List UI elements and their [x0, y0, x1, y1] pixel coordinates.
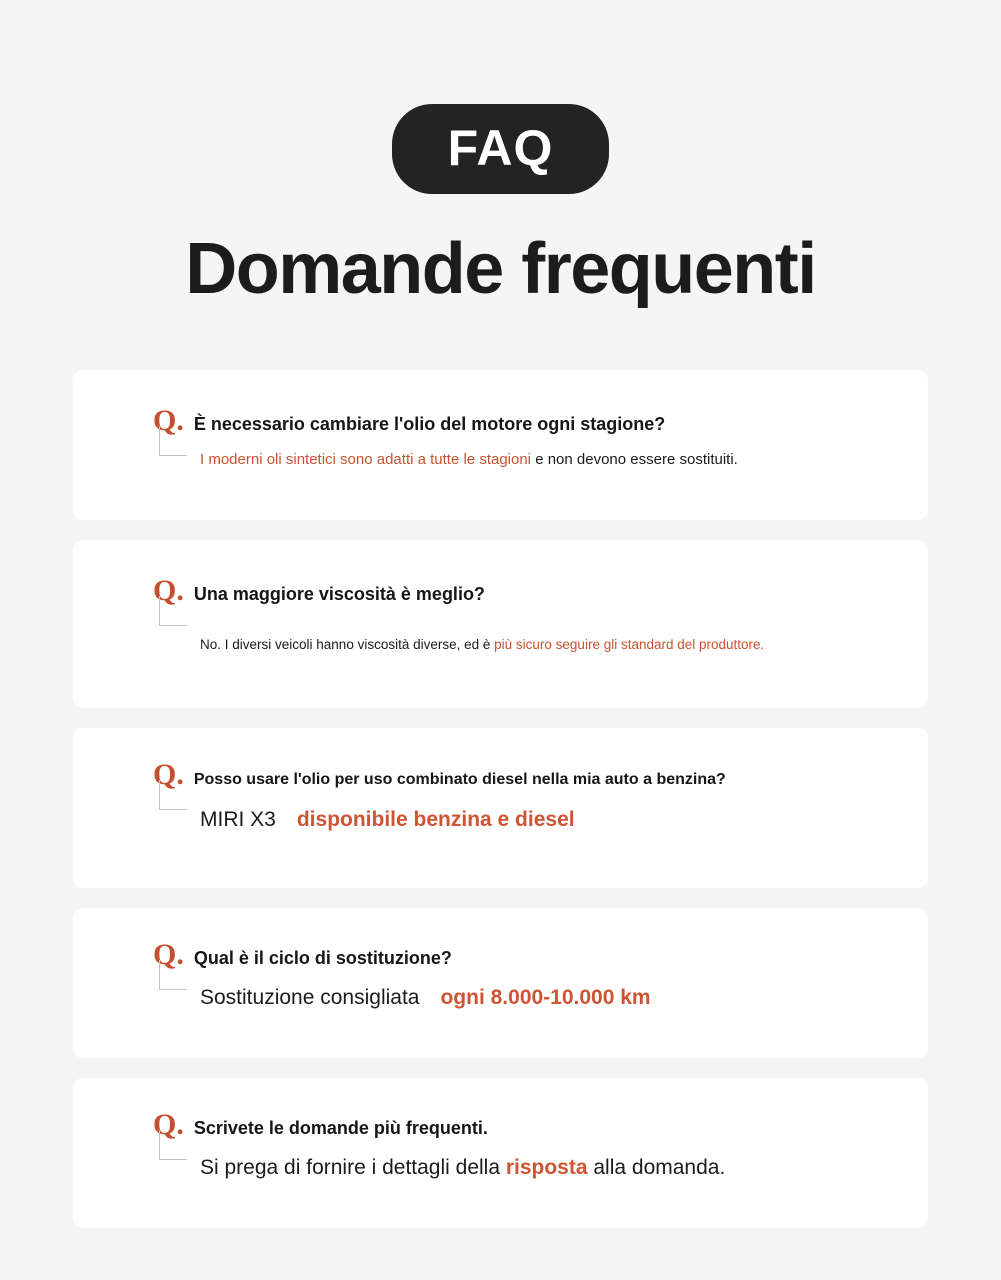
answer-highlight: ogni 8.000-10.000 km [440, 985, 651, 1009]
faq-question-row [73, 370, 928, 436]
page-header [0, 0, 1001, 308]
faq-question-text: È necessario cambiare l'olio del motore ogni stagione? [193, 413, 666, 434]
faq-item[interactable] [73, 1078, 928, 1228]
faq-question-row [73, 540, 928, 606]
faq-answer-row [73, 1154, 928, 1182]
answer-highlight: I moderni oli sintetici sono adatti a tutte le stagioni [200, 450, 532, 468]
faq-question-text: Qual è il ciclo di sostituzione? [193, 947, 452, 968]
faq-answer-text [155, 806, 928, 834]
question-marker-icon: Q. [153, 573, 184, 607]
faq-question-text: Una maggiore viscosità è meglio? [193, 583, 485, 604]
faq-question-row [73, 1078, 928, 1140]
faq-answer-text [155, 450, 928, 470]
answer-highlight: disponibile benzina e diesel [296, 808, 575, 832]
faq-item[interactable] [73, 540, 928, 708]
faq-answer-row [73, 984, 928, 1012]
faq-item[interactable] [73, 370, 928, 520]
answer-highlight: più sicuro seguire gli standard del produttore. [494, 636, 765, 652]
faq-item[interactable] [73, 728, 928, 888]
answer-plain: MIRI X3 [200, 808, 297, 832]
answer-highlight: risposta [505, 1155, 588, 1179]
page-title: Domande frequenti [185, 229, 816, 309]
question-marker-icon: Q. [153, 1107, 184, 1141]
faq-answer-text [155, 636, 928, 654]
faq-answer-row [73, 806, 928, 834]
faq-item[interactable] [73, 908, 928, 1058]
faq-answer-text [155, 984, 928, 1012]
faq-badge[interactable]: FAQ [392, 104, 610, 194]
faq-answer-row [73, 450, 928, 470]
answer-plain: Si prega di fornire i dettagli della [200, 1155, 506, 1179]
faq-question-text: Scrivete le domande più frequenti. [193, 1117, 488, 1138]
question-marker-icon: Q. [153, 937, 184, 971]
answer-plain: Sostituzione consigliata [200, 985, 441, 1009]
answer-plain: No. I diversi veicoli hanno viscosità diverse, ed è [200, 636, 495, 652]
answer-plain: e non devono essere sostituiti. [531, 450, 738, 468]
faq-answer-row [73, 636, 928, 654]
answer-plain-tail: alla domanda. [587, 1155, 726, 1179]
faq-list [0, 370, 1001, 1228]
faq-question-row [73, 908, 928, 970]
question-marker-icon: Q. [153, 403, 184, 437]
question-marker-icon: Q. [153, 757, 184, 791]
faq-question-row [73, 728, 928, 791]
faq-question-text: Posso usare l'olio per uso combinato diesel nella mia auto a benzina? [193, 770, 726, 788]
faq-answer-text [155, 1154, 928, 1182]
